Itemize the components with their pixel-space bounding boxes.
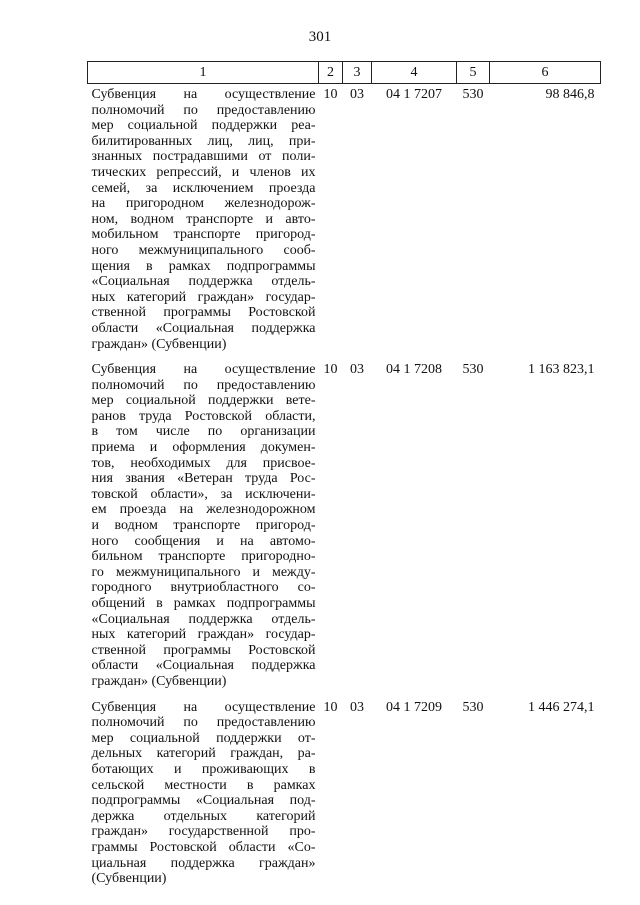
expense-name-line: Субвенция на осуществление — [91, 87, 316, 102]
amount-cell: 98 846,8 — [545, 87, 595, 102]
expense-name-line: подпрограммы «Социальная под- — [91, 793, 316, 809]
expense-name-cell — [88, 84, 319, 360]
expense-name-line: держка отдельных категорий — [91, 808, 316, 824]
expense-name-line: ем проезда на железнодорожном — [91, 502, 316, 518]
expense-name-line: «Социальная поддержка отдель- — [91, 274, 316, 290]
amount-cell: 1 446 274,1 — [528, 699, 595, 715]
section-code-cell: 10 — [323, 362, 338, 378]
expense-name-line: области «Социальная поддержка — [91, 320, 316, 336]
column-header-1: 1 — [88, 62, 319, 84]
expense-name-line: и водном транспорте пригород- — [91, 518, 316, 534]
expense-name-line: ном, водном транспорте и авто- — [91, 211, 316, 227]
section-code-cell: 10 — [323, 699, 338, 715]
expense-name-line: ботающих и проживающих в — [91, 761, 316, 777]
expense-name-line: знанных пострадавшими от поли- — [91, 149, 316, 165]
page-number: 301 — [308, 29, 332, 45]
expense-name-line: граммы Ростовской области «Со- — [91, 839, 316, 855]
expense-name-line: граждан» (Субвенции) — [91, 336, 227, 352]
subsection-code-cell: 03 — [350, 87, 364, 102]
expense-name-line: циальная поддержка граждан» — [91, 855, 316, 871]
amount-cell: 1 163 823,1 — [528, 362, 595, 378]
expense-name-line: мер социальной поддержки от- — [91, 730, 316, 746]
expense-name-line: городного внутриобластного со- — [91, 580, 316, 596]
budget-table — [87, 61, 601, 894]
expense-name-line: го межмуниципального и между- — [91, 564, 316, 580]
expense-name-line: мобильном транспорте пригород- — [91, 227, 316, 243]
expense-name-line: ного межмуниципального сооб- — [91, 242, 316, 258]
expense-name-line: полномочий по предоставлению — [91, 377, 316, 393]
expense-name-line: ственной программы Ростовской — [91, 305, 316, 321]
column-header-6: 6 — [490, 62, 601, 84]
expense-name-line: в том числе по организации — [91, 424, 316, 440]
table-body — [88, 84, 601, 894]
expense-type-cell: 530 — [462, 362, 484, 378]
expense-name-line: ранов труда Ростовской области, — [91, 408, 316, 424]
expense-name-line: «Социальная поддержка отдель- — [91, 611, 316, 627]
expense-name-line: граждан» государственной про- — [91, 824, 316, 840]
target-article-cell: 04 1 7209 — [386, 699, 442, 715]
expense-name-line: области «Социальная поддержка — [91, 658, 316, 674]
expense-name-line: мер социальной поддержки вете- — [91, 393, 316, 409]
header-row — [88, 62, 601, 84]
expense-name-line: сельской местности в рамках — [91, 777, 316, 793]
expense-name-line: щения в рамках подпрограммы — [91, 258, 316, 274]
column-header-4: 4 — [372, 62, 457, 84]
expense-name-line: тов, необходимых для присвое- — [91, 455, 316, 471]
expense-name-line: тических репрессий, и членов их — [91, 164, 316, 180]
expense-name-line: товской области», за исключени- — [91, 486, 316, 502]
column-header-2: 2 — [319, 62, 343, 84]
expense-name-line: общений в рамках подпрограммы — [91, 596, 316, 611]
expense-name-line: приема и оформления докумен- — [91, 440, 316, 456]
column-header-5: 5 — [457, 62, 490, 84]
expense-name-cell — [88, 697, 319, 894]
expense-name-line: Субвенция на осуществление — [91, 362, 316, 378]
expense-name-line: ственной программы Ростовской — [91, 642, 316, 658]
column-header-3: 3 — [343, 62, 372, 84]
target-article-cell: 04 1 7207 — [386, 87, 442, 102]
expense-name-line: Субвенция на осуществление — [91, 699, 316, 715]
target-article-cell: 04 1 7208 — [386, 362, 442, 378]
expense-name-cell — [88, 359, 319, 696]
expense-type-cell: 530 — [462, 87, 484, 102]
expense-type-cell: 530 — [462, 699, 484, 715]
expense-name-line: на пригородном железнодорож- — [91, 196, 316, 212]
expense-name-line: ния звания «Ветеран труда Рос- — [91, 471, 316, 487]
expense-name-line: семей, за исключением проезда — [91, 180, 316, 196]
subsection-code-cell: 03 — [350, 362, 364, 378]
expense-name-line: ных категорий граждан» государ- — [91, 289, 316, 305]
table-row — [88, 84, 601, 360]
expense-name-line: дельных категорий граждан, ра- — [91, 746, 316, 762]
subsection-code-cell: 03 — [350, 699, 364, 715]
expense-name-line: ного сообщения и на автомо- — [91, 533, 316, 549]
expense-name-line: билитированных лиц, лиц, при- — [91, 133, 316, 149]
table-row — [88, 359, 601, 696]
expense-name-line: полномочий по предоставлению — [91, 102, 316, 118]
expense-name-line: полномочий по предоставлению — [91, 715, 316, 731]
section-code-cell: 10 — [323, 87, 338, 102]
table-row — [88, 697, 601, 894]
expense-name-line: ных категорий граждан» государ- — [91, 627, 316, 643]
expense-name-line: (Субвенции) — [91, 871, 167, 887]
expense-name-line: граждан» (Субвенции) — [91, 673, 227, 689]
expense-name-line: бильном транспорте пригородно- — [91, 549, 316, 565]
expense-name-line: мер социальной поддержки реа- — [91, 118, 316, 134]
